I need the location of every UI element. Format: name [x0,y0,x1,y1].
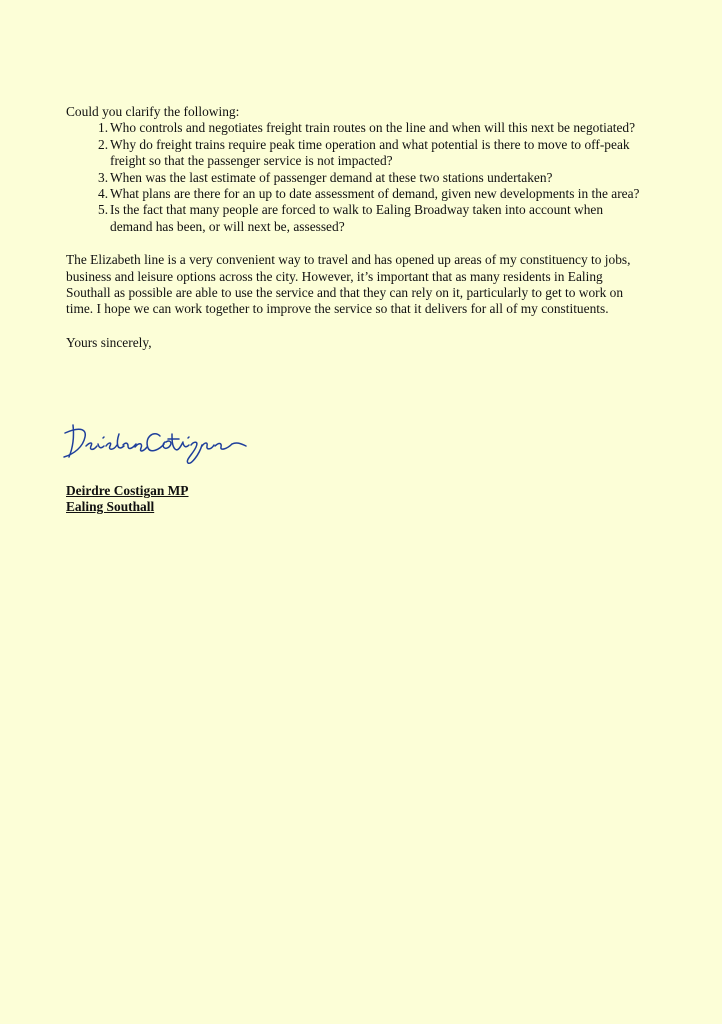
question-item [66,120,642,136]
question-text: Is the fact that many people are forced to walk to Ealing Broadway taken into account when demand has been, or will next be, assessed? [110,202,604,234]
question-text: Why do freight trains require peak time operation and what potential is there to move to off-peak freight so that the passenger service is not impacted? [110,136,630,169]
question-list [66,120,642,235]
question-text: Who controls and negotiates freight train routes on the line and when will this next be negotiated? [110,120,636,136]
main-paragraph: The Elizabeth line is a very convenient way to travel and has opened up areas of my constituency to jobs, business and leisure options across the city. However, it’s important that as many residents in Ealing Southall as possible are able to use the service and that they can rely on it, particularly to get to work on time. I hope we can work together to improve the service so that it delivers for all of my constituents. [66,252,631,317]
question-text: When was the last estimate of passenger demand at these two stations undertaken? [110,169,553,185]
question-number: 2. [98,136,109,152]
question-number: 4. [98,186,109,202]
intro-line: Could you clarify the following: [66,104,240,119]
question-text: What plans are there for an up to date assessment of demand, given new developments in the area? [110,186,640,202]
letter-body [66,104,642,351]
sender-name: Deirdre Costigan MP [66,483,189,498]
question-item [66,186,642,202]
signature [62,418,252,466]
question-item [66,202,642,235]
question-number: 1. [98,120,109,136]
sender-block [66,483,188,516]
signature-image [62,418,252,466]
question-item [66,170,642,186]
question-number: 3. [98,169,109,185]
sender-constituency: Ealing Southall [66,499,155,515]
question-item [66,137,642,170]
closing-line: Yours sincerely, [66,334,152,350]
question-number: 5. [98,202,109,218]
